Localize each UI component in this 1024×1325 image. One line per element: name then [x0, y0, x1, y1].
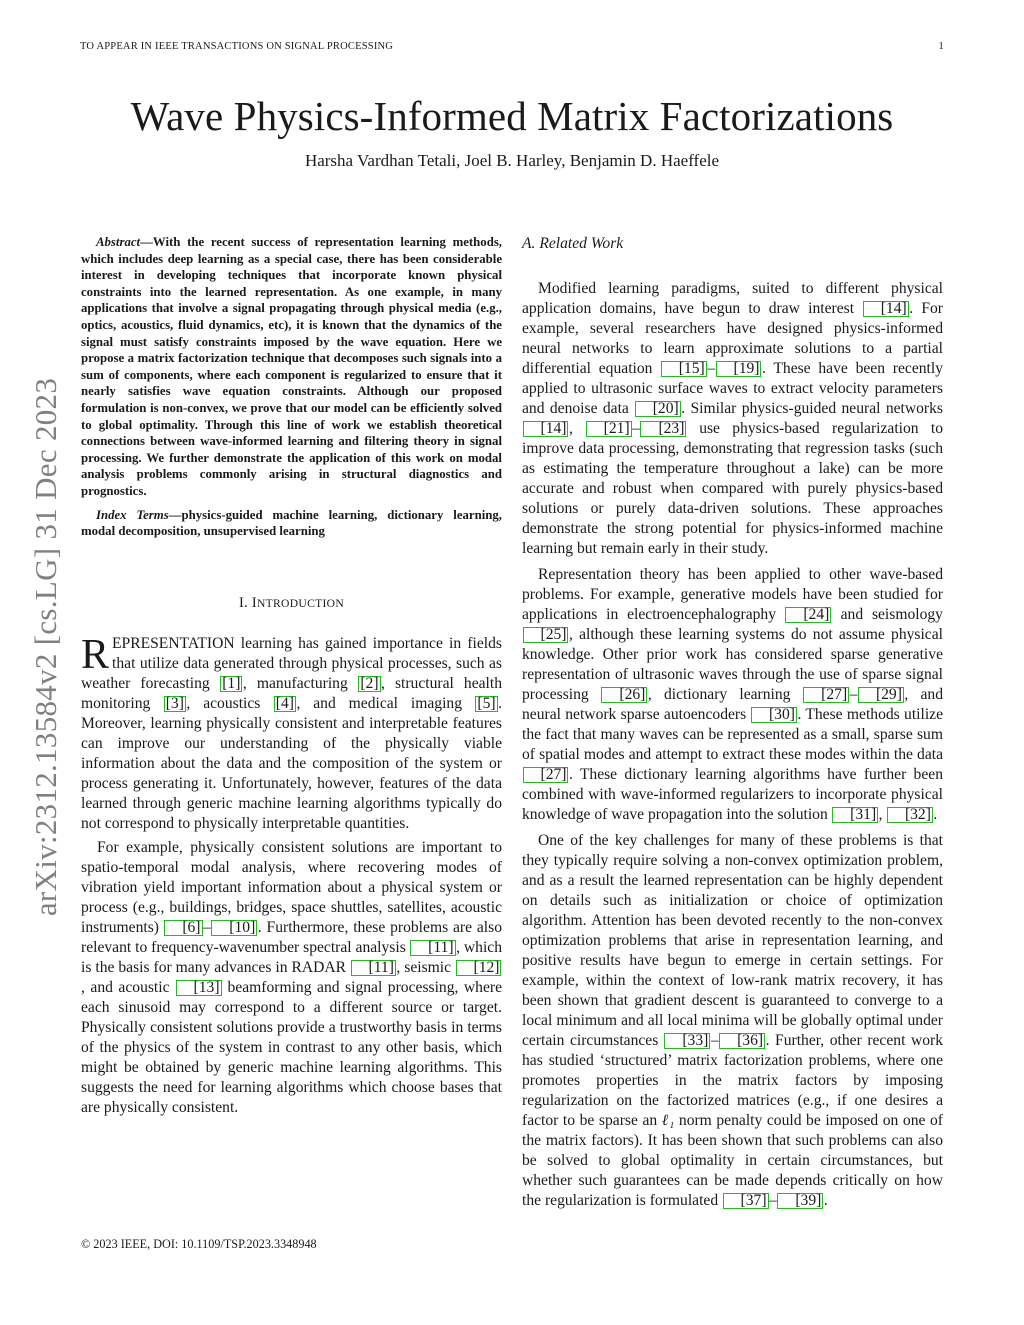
text-run: . Similar physics-guided neural networks [681, 400, 943, 417]
text-run: use physics-based regularization to improve data processing, demonstrating that regression tasks (such as estimating the temperature throughout a lake) can be more accurate and robust when compared with purely physics-based solutions or purely data-driven solutions. These approaches demonstrate the strong potential for physics-informed machine learning but remain early in their study. [522, 420, 943, 557]
citation-link[interactable]: [6] [164, 920, 202, 936]
text-run: – [203, 918, 211, 936]
citation-link[interactable]: [33] [664, 1033, 710, 1049]
citation-link[interactable]: [27] [803, 687, 849, 703]
text-run: . [823, 1192, 828, 1209]
text-run: , which is the basis for many advances in RADAR [81, 938, 502, 976]
arxiv-watermark [28, 348, 64, 946]
arxiv-identifier: arXiv:2312.13584v2 [cs.LG] 31 Dec 2023 [28, 377, 63, 917]
subsection-heading-related-work: A. Related Work [522, 235, 624, 252]
author-list: Harsha Vardhan Tetali, Joel B. Harley, Benjamin D. Haeffele [304, 151, 720, 170]
citation-link[interactable]: [29] [858, 687, 904, 703]
text-run: Modified learning paradigms, suited to different physical application domains, have begun to draw interest [522, 280, 943, 317]
citation-link[interactable]: [24] [785, 607, 831, 623]
citation-link[interactable]: [39] [777, 1193, 823, 1209]
related-paragraph-2 [522, 565, 943, 825]
text-run: . Further, other recent work has studied ‘structured’ matrix factorization problems, where one promotes properties in the matrix factors by imposing regularization on the factorized matrices (e.g., if one desires a factor to be sparse an [522, 1032, 943, 1129]
index-terms-text: —physics-guided machine learning, dictionary learning, modal decomposition, unsupervised learning [81, 507, 502, 539]
text-run: . These dictionary learning algorithms have further been combined with wave-informed regularizers to incorporate physical knowledge of wave propagation into the solution [522, 766, 943, 823]
citation-link[interactable]: [37] [723, 1193, 769, 1209]
index-terms [81, 507, 502, 540]
citation-link[interactable]: [13] [176, 980, 222, 996]
intro-paragraph-2 [81, 838, 502, 1118]
citation-link[interactable]: [12] [456, 960, 502, 976]
section-heading-introduction [81, 593, 502, 614]
abstract [81, 234, 502, 500]
section-heading-numeral: I. I [238, 594, 257, 611]
right-column [522, 234, 943, 1211]
text-run: , although these learning systems do not assume physical knowledge. Other prior work has considered sparse generative representation of ultrasonic waves through the use of sparse signal processing [522, 626, 943, 703]
paper-title: Wave Physics-Informed Matrix Factorizations [130, 93, 894, 139]
text-run: One of the key challenges for many of these problems is that they typically require solving a non-convex optimization problem, and as a result the learned representation can be highly dependent on details such as initialization or choice of optimization algorithm. Attention has been devoted recently to the non-convex optimization problems that arise in representation learning, and positive results have begun to emerge in certain settings. For example, within the context of low-rank matrix recovery, it has been shown that gradient descent is guaranteed to converge to a local minimum and all local minima will be globally optimal under certain circumstances [522, 832, 943, 1049]
text-run: , structural health monitoring [81, 674, 502, 712]
intro-paragraph-1 [81, 631, 502, 834]
citation-link[interactable]: [30] [751, 707, 797, 723]
abstract-text: —With the recent success of representation learning methods, which includes deep learning as a special case, there has been considerable interest in developing techniques that incorporate known physical constraints into the learned representation. As one example, in many applications that involve a signal propagating through physical media (e.g., optics, acoustics, fluid dynamics, etc), it is known that the dynamics of the signal must satisfy constraints imposed by the wave equation. Here we propose a matrix factorization technique that decomposes such signals into a sum of components, where each component is regularized to ensure that it nearly satisfies wave equation constraints. Although our proposed formulation is non-convex, we prove that our model can be efficiently solved to global optimality. Through this line of work we establish theoretical connections between wave-informed learning and filtering theory in signal processing. We further demonstrate the application of this work on modal analysis problems commonly arising in structural diagnostics and prognostics. [81, 235, 502, 498]
text-run: . Moreover, learning physically consistent and interpretable features can improve our understanding of the physically viable information about the data and the composition of the system or process generating it. Unfortunately, however, features of the data learned through generic machine learning algorithms typically do not correspond to physically interpretable quantities. [81, 694, 502, 832]
text-run: . These methods utilize the fact that many waves can be represented as a small, sparse sum of spatial modes and attempt to extract these modes within the data [522, 706, 943, 763]
text-run: beamforming and signal processing, where each sinusoid may correspond to a different source or target. Physically consistent solutions provide a trustworthy basis in terms of the physics of the system in contrast to any other basis, which might be obtained by generic machine learning algorithms. This suggests the need for learning algorithms which choose bases that are physically consistent. [81, 978, 502, 1116]
journal-name: TO APPEAR IN IEEE TRANSACTIONS ON SIGNAL PROCESSING [80, 41, 394, 52]
citation-link[interactable]: [11] [410, 940, 455, 956]
citation-link[interactable]: [25] [523, 627, 569, 643]
citation-link[interactable]: [4] [275, 694, 294, 712]
section-heading-rest: NTRODUCTION [256, 596, 344, 610]
text-run: , and medical imaging [296, 694, 475, 712]
citation-link[interactable]: [14] [863, 301, 909, 317]
index-terms-label: Index Terms [96, 507, 169, 522]
citation-link[interactable]: [23] [640, 421, 686, 437]
citation-link[interactable]: [26] [601, 687, 647, 703]
citation-link[interactable]: [5] [477, 694, 496, 712]
citation-link[interactable]: [32] [887, 807, 933, 823]
citation-link[interactable]: [3] [165, 694, 184, 712]
citation-link[interactable]: [20] [635, 401, 681, 417]
text-run: – [710, 1032, 719, 1049]
citation-link[interactable]: [10] [211, 920, 257, 936]
text-run: , [878, 806, 887, 823]
text-run: – [769, 1192, 777, 1209]
text-run: , and neural network sparse autoencoders [522, 686, 944, 723]
copyright-footer: © 2023 IEEE, DOI: 10.1109/TSP.2023.3348948 [81, 1237, 317, 1251]
text-run: – [632, 420, 640, 437]
citation-link[interactable]: [21] [586, 421, 632, 437]
running-head [80, 41, 944, 55]
left-column [81, 234, 502, 1118]
text-run: , dictionary learning [647, 686, 803, 703]
text-run: norm penalty could be imposed on one of the matrix factors). It has been shown that such problems can also be solved to global optimality in certain circumstances, but whether such guarantees can be made depends critically on how the regularization is formulated [522, 1112, 943, 1209]
text-run: EPRESENTATION learning has gained importance in fields that utilize data generated through physical processes, such as weather forecasting [81, 634, 502, 692]
abstract-label: Abstract [96, 235, 141, 249]
citation-link[interactable]: [27] [523, 767, 569, 783]
drop-cap: R [81, 631, 110, 678]
text-run: – [707, 360, 715, 377]
citation-link[interactable]: [36] [719, 1033, 765, 1049]
text-run: . [933, 806, 938, 823]
citation-link[interactable]: [2] [360, 674, 379, 692]
text-run: For example, physically consistent solutions are important to spatio-temporal modal analysis, where recovering modes of vibration yield important information about a physical system or process (e.g., buildings, bridges, space shuttles, satellites, acoustic instruments) [81, 838, 502, 936]
math-l1-norm: ℓ₁ [661, 1112, 675, 1129]
citation-link[interactable]: [31] [832, 807, 878, 823]
text-run: – [849, 686, 858, 703]
citation-link[interactable]: [14] [523, 421, 569, 437]
citation-link[interactable]: [11] [351, 960, 396, 976]
citation-link[interactable]: [15] [661, 361, 707, 377]
text-run: Representation theory has been applied to other wave-based problems. For example, generative models have been studied for applications in electroencephalography [522, 566, 943, 623]
text-run: , manufacturing [242, 674, 358, 692]
text-run: . For example, several researchers have designed physics-informed neural networks to learn approximate solutions to a partial differential equation [522, 300, 943, 377]
text-run: and seismology [831, 606, 943, 623]
related-paragraph-1 [522, 279, 943, 559]
citation-link[interactable]: [19] [716, 361, 762, 377]
citation-link[interactable]: [1] [222, 674, 241, 692]
text-run: . These have been recently applied to ultrasonic surface waves to extract velocity parameters and denoise data [522, 360, 943, 417]
text-run: , and acoustic [81, 978, 176, 996]
text-run: , seismic [396, 958, 455, 976]
related-paragraph-3 [522, 831, 943, 1211]
text-run: , [568, 420, 586, 437]
text-run: , acoustics [186, 694, 274, 712]
text-run: . Furthermore, these problems are also relevant to frequency-wavenumber spectral analysis [81, 918, 502, 956]
page-number: 1 [938, 41, 944, 52]
